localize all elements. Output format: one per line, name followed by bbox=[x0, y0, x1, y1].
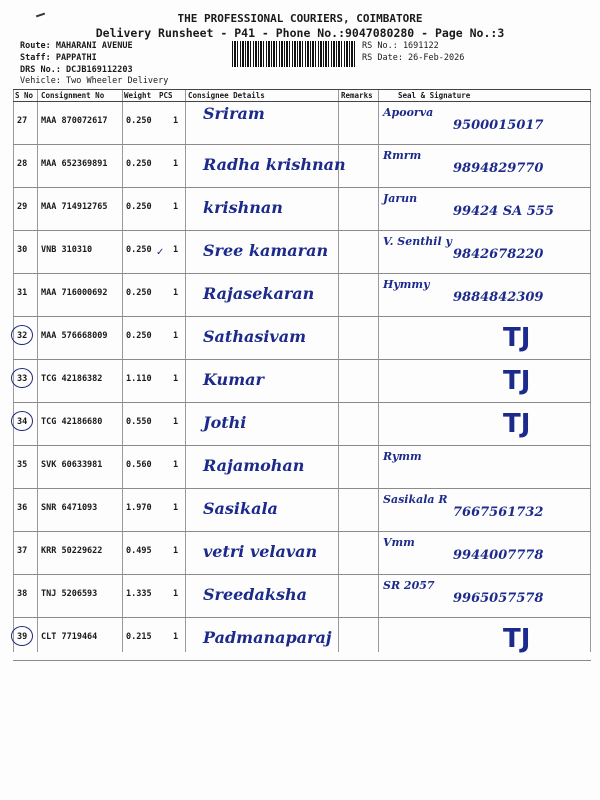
staff-label: Staff: PAPPATHI bbox=[20, 53, 97, 63]
row-pcs: 1 bbox=[173, 417, 179, 427]
row-pcs: 1 bbox=[173, 546, 179, 556]
row-consignee-handwritten: Sree kamaran bbox=[203, 241, 329, 260]
row-sno: 38 bbox=[17, 589, 28, 599]
row-phone-handwritten: 9894829770 bbox=[453, 161, 544, 176]
header-weight: Weight bbox=[124, 91, 152, 100]
header-sno: S No bbox=[15, 91, 34, 100]
row-consignee-handwritten: Sasikala bbox=[203, 499, 278, 518]
row-weight: 0.550 bbox=[126, 417, 152, 427]
row-consignment-no: VNB 310310 bbox=[41, 245, 93, 255]
row-pcs: 1 bbox=[173, 632, 179, 642]
row-sno: 33 bbox=[17, 374, 28, 384]
row-signature: Vmm bbox=[383, 536, 415, 549]
row-signature: TJ bbox=[503, 366, 531, 396]
row-weight: 0.560 bbox=[126, 460, 152, 470]
row-consignee-handwritten: Sriram bbox=[203, 104, 265, 123]
row-phone-handwritten: 9842678220 bbox=[453, 247, 544, 262]
row-consignment-no: MAA 652369891 bbox=[41, 159, 108, 169]
row-pcs: 1 bbox=[173, 159, 179, 169]
row-consignment-no: TCG 42186382 bbox=[41, 374, 103, 384]
header-pcs: PCS bbox=[159, 91, 173, 100]
row-consignee-handwritten: Radha krishnan bbox=[203, 155, 346, 174]
company-title: THE PROFESSIONAL COURIERS, COIMBATORE bbox=[177, 12, 423, 25]
row-phone-handwritten: 7667561732 bbox=[453, 505, 544, 520]
row-phone-handwritten: 99424 SA 555 bbox=[453, 204, 554, 219]
row-weight: 1.110 bbox=[126, 374, 152, 384]
row-consignee-handwritten: Rajasekaran bbox=[203, 284, 315, 303]
header-consignment: Consignment No bbox=[41, 91, 105, 100]
row-pcs: 1 bbox=[173, 331, 179, 341]
row-signature: Sasikala R bbox=[383, 493, 448, 506]
row-phone-handwritten: 9884842309 bbox=[453, 290, 544, 305]
row-consignment-no: SNR 6471093 bbox=[41, 503, 98, 513]
row-signature: Jarun bbox=[383, 192, 418, 205]
table-row bbox=[13, 188, 591, 231]
row-pcs: 1 bbox=[173, 503, 179, 513]
row-signature: Rymm bbox=[383, 450, 422, 463]
row-sno: 28 bbox=[17, 159, 28, 169]
row-consignment-no: SVK 60633981 bbox=[41, 460, 103, 470]
table-body bbox=[13, 102, 591, 661]
row-consignment-no: KRR 50229622 bbox=[41, 546, 103, 556]
row-phone-handwritten: 9965057578 bbox=[453, 591, 544, 606]
row-consignment-no: TNJ 5206593 bbox=[41, 589, 98, 599]
row-weight: 0.250 bbox=[126, 202, 152, 212]
row-consignment-no: MAA 576668009 bbox=[41, 331, 108, 341]
row-sno: 35 bbox=[17, 460, 28, 470]
row-pcs: 1 bbox=[173, 460, 179, 470]
row-sno: 34 bbox=[17, 417, 28, 427]
row-consignee-handwritten: Kumar bbox=[203, 370, 264, 389]
row-pcs: 1 bbox=[173, 374, 179, 384]
row-weight: 0.250 bbox=[126, 159, 152, 169]
row-sno: 36 bbox=[17, 503, 28, 513]
row-pcs: 1 bbox=[173, 288, 179, 298]
row-consignee-handwritten: Padmanaparaj bbox=[203, 628, 332, 647]
row-consignee-handwritten: krishnan bbox=[203, 198, 283, 217]
row-weight: 0.250 bbox=[126, 245, 152, 255]
row-signature: SR 2057 bbox=[383, 579, 435, 592]
table-row bbox=[13, 575, 591, 618]
row-pcs: 1 bbox=[173, 589, 179, 599]
row-consignee-handwritten: Sreedaksha bbox=[203, 585, 307, 604]
row-consignee-handwritten: Sathasivam bbox=[203, 327, 306, 346]
row-weight: 0.495 bbox=[126, 546, 152, 556]
vehicle-label: Vehicle: Two Wheeler Delivery bbox=[20, 76, 169, 86]
row-sno: 31 bbox=[17, 288, 28, 298]
row-phone-handwritten: 9500015017 bbox=[453, 118, 544, 133]
table-row bbox=[13, 618, 591, 661]
rs-date: RS Date: 26-Feb-2026 bbox=[362, 53, 465, 63]
row-sno: 29 bbox=[17, 202, 28, 212]
table-row bbox=[13, 403, 591, 446]
row-consignment-no: MAA 716000692 bbox=[41, 288, 108, 298]
row-signature: Apoorva bbox=[383, 106, 434, 119]
row-signature: TJ bbox=[503, 409, 531, 439]
row-weight: 0.215 bbox=[126, 632, 152, 642]
table-row bbox=[13, 102, 591, 145]
row-phone-handwritten: 9944007778 bbox=[453, 548, 544, 563]
table-row bbox=[13, 317, 591, 360]
row-weight: 1.970 bbox=[126, 503, 152, 513]
table-row bbox=[13, 145, 591, 188]
row-weight: 0.250 bbox=[126, 288, 152, 298]
row-signature: Rmrm bbox=[383, 149, 422, 162]
rs-number: RS No.: 1691122 bbox=[362, 41, 439, 51]
table-header bbox=[13, 89, 591, 102]
header-remarks: Remarks bbox=[341, 91, 373, 100]
table-row bbox=[13, 446, 591, 489]
row-signature: TJ bbox=[503, 624, 531, 654]
row-consignment-no: MAA 714912765 bbox=[41, 202, 108, 212]
row-signature: TJ bbox=[503, 323, 531, 353]
row-sno: 30 bbox=[17, 245, 28, 255]
route-label: Route: MAHARANI AVENUE bbox=[20, 41, 133, 51]
row-sno: 39 bbox=[17, 632, 28, 642]
row-consignment-no: CLT 7719464 bbox=[41, 632, 98, 642]
row-sno: 27 bbox=[17, 116, 28, 126]
row-weight: 1.335 bbox=[126, 589, 152, 599]
check-mark-icon: ✓ bbox=[156, 247, 165, 258]
table-row bbox=[13, 532, 591, 575]
row-signature: Hymmy bbox=[383, 278, 430, 291]
barcode bbox=[232, 41, 357, 67]
row-signature: V. Senthil y bbox=[383, 235, 452, 248]
row-pcs: 1 bbox=[173, 245, 179, 255]
row-consignment-no: TCG 42186680 bbox=[41, 417, 103, 427]
table-row bbox=[13, 274, 591, 317]
row-consignee-handwritten: vetri velavan bbox=[203, 542, 318, 561]
table-row bbox=[13, 489, 591, 532]
row-weight: 0.250 bbox=[126, 116, 152, 126]
row-pcs: 1 bbox=[173, 116, 179, 126]
header-seal: Seal & Signature bbox=[398, 91, 471, 100]
runsheet-table bbox=[13, 89, 591, 661]
row-weight: 0.250 bbox=[126, 331, 152, 341]
drs-label: DRS No.: DCJB169112203 bbox=[20, 65, 133, 75]
table-row bbox=[13, 231, 591, 274]
row-consignee-handwritten: Rajamohan bbox=[203, 456, 305, 475]
row-pcs: 1 bbox=[173, 202, 179, 212]
row-consignee-handwritten: Jothi bbox=[203, 413, 247, 432]
row-sno: 32 bbox=[17, 331, 28, 341]
header-consignee: Consignee Details bbox=[188, 91, 265, 100]
runsheet-title: Delivery Runsheet - P41 - Phone No.:9047080280 - Page No.:3 bbox=[95, 26, 505, 40]
row-sno: 37 bbox=[17, 546, 28, 556]
table-row bbox=[13, 360, 591, 403]
row-consignment-no: MAA 870072617 bbox=[41, 116, 108, 126]
